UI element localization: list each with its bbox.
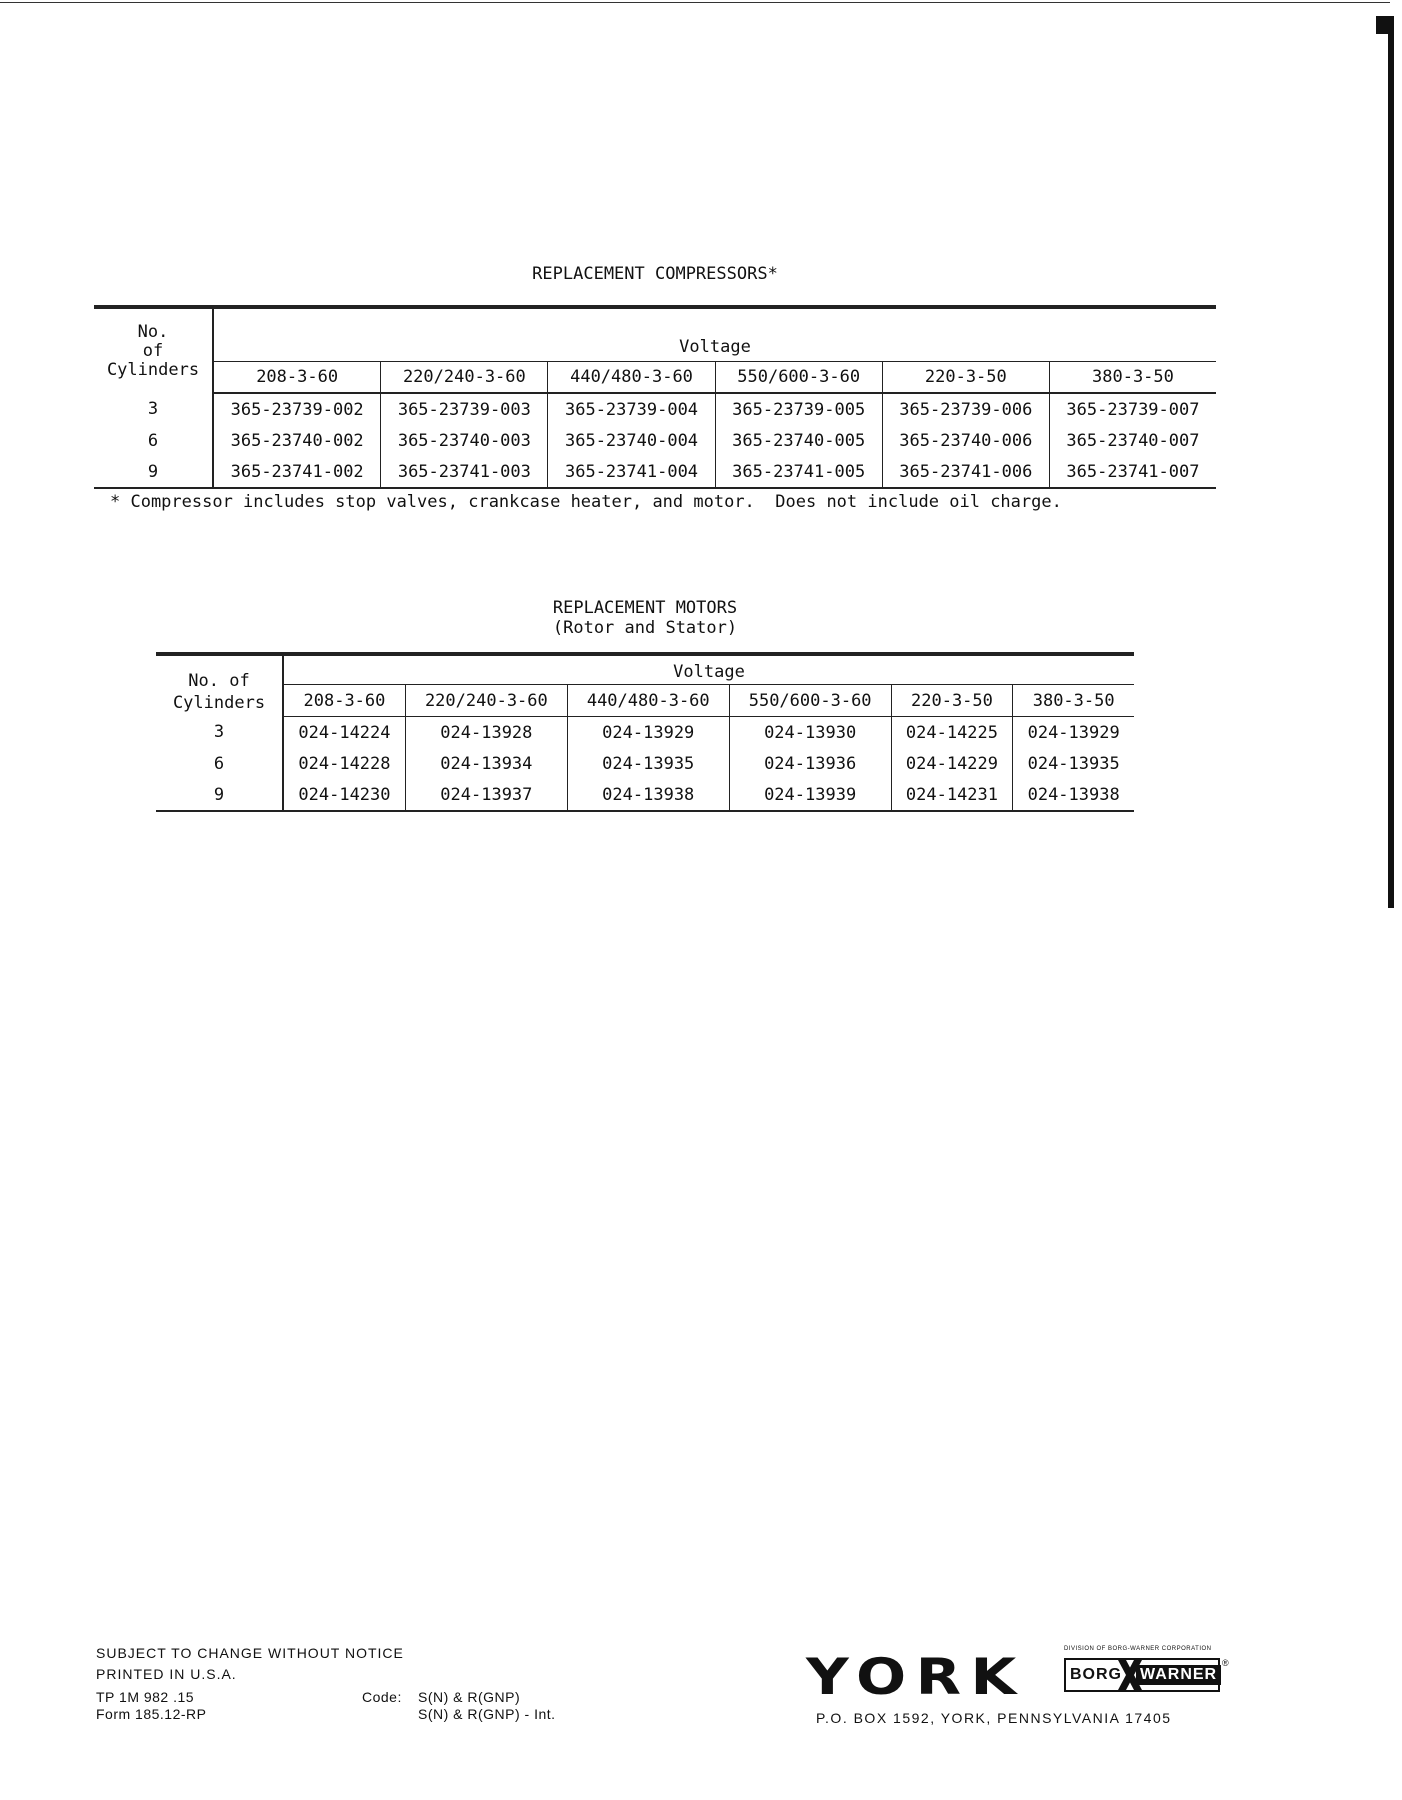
motors-table bbox=[156, 652, 1134, 812]
voltage-header: Voltage bbox=[283, 654, 1134, 685]
voltage-column-header: 220-3-50 bbox=[891, 685, 1013, 717]
part-number: 365-23741-004 bbox=[548, 456, 715, 488]
borg-warner-mark bbox=[1064, 1658, 1220, 1692]
part-number: 365-23739-004 bbox=[548, 393, 715, 425]
part-number: 365-23740-002 bbox=[213, 425, 381, 456]
part-number: 024-13938 bbox=[567, 779, 729, 811]
warner-label: WARNER bbox=[1136, 1665, 1221, 1685]
york-borg-warner-logo bbox=[806, 1646, 1229, 1706]
part-number: 024-13929 bbox=[567, 717, 729, 749]
part-number: 024-14225 bbox=[891, 717, 1013, 749]
voltage-column-header: 380-3-50 bbox=[1049, 362, 1216, 394]
voltage-columns-row bbox=[156, 685, 1134, 717]
header-line: of bbox=[142, 340, 164, 361]
part-number: 024-13937 bbox=[405, 779, 567, 811]
compressors-footnote: * Compressor includes stop valves, crankcase heater, and motor. Does not include oil charge. bbox=[110, 492, 1062, 512]
part-number: 024-13935 bbox=[567, 748, 729, 779]
part-number: 365-23740-007 bbox=[1066, 430, 1200, 451]
voltage-column-header: 380-3-50 bbox=[1013, 685, 1134, 717]
header-line: Cylinders bbox=[106, 359, 200, 380]
header-line: No. bbox=[137, 321, 169, 342]
borg-label: BORG bbox=[1070, 1666, 1122, 1683]
table-row bbox=[156, 717, 1134, 749]
table-row bbox=[94, 393, 1216, 425]
voltage-column-header: 440/480-3-60 bbox=[548, 362, 715, 394]
registered-mark: ® bbox=[1222, 1658, 1229, 1668]
footer-tp-code: TP 1M 982 .15 bbox=[96, 1689, 195, 1705]
compressors-title: REPLACEMENT COMPRESSORS* bbox=[532, 264, 778, 284]
part-number: 365-23739-005 bbox=[715, 393, 882, 425]
footer-code-line: S(N) & R(GNP) bbox=[418, 1689, 521, 1705]
footer-code-label: Code: bbox=[362, 1689, 402, 1705]
top-page-rule bbox=[0, 2, 1390, 3]
cylinder-count: 6 bbox=[94, 425, 213, 456]
cylinder-count: 6 bbox=[156, 748, 283, 779]
part-number: 024-13929 bbox=[1027, 722, 1120, 743]
footer-notice: SUBJECT TO CHANGE WITHOUT NOTICE bbox=[96, 1645, 404, 1661]
table-row bbox=[94, 425, 1216, 456]
part-number: 365-23739-002 bbox=[213, 393, 381, 425]
part-number: 024-13934 bbox=[405, 748, 567, 779]
footer-form-number: Form 185.12-RP bbox=[96, 1706, 207, 1722]
cylinders-header bbox=[94, 307, 213, 393]
part-number: 365-23739-007 bbox=[1066, 399, 1200, 420]
footer-printed: PRINTED IN U.S.A. bbox=[96, 1666, 237, 1682]
voltage-column-header: 440/480-3-60 bbox=[567, 685, 729, 717]
voltage-column-header: 220/240-3-60 bbox=[381, 362, 548, 394]
part-number: 365-23740-003 bbox=[381, 425, 548, 456]
part-number: 024-13939 bbox=[729, 779, 891, 811]
cylinder-count: 3 bbox=[94, 393, 213, 425]
part-number: 365-23740-006 bbox=[882, 425, 1049, 456]
header-line: No. of bbox=[188, 671, 250, 692]
footer-code-line: S(N) & R(GNP) - Int. bbox=[418, 1706, 556, 1722]
part-number: 024-14228 bbox=[283, 748, 405, 779]
part-number: 365-23741-002 bbox=[213, 456, 381, 488]
part-number: 024-13928 bbox=[405, 717, 567, 749]
table-row bbox=[156, 748, 1134, 779]
part-number: 365-23741-006 bbox=[882, 456, 1049, 488]
division-label: DIVISION OF BORG-WARNER CORPORATION bbox=[1064, 1646, 1212, 1652]
right-edge-corner bbox=[1376, 16, 1394, 34]
header-line: Cylinders bbox=[172, 693, 266, 714]
cylinders-header bbox=[156, 654, 283, 717]
voltage-header: Voltage bbox=[213, 307, 1216, 362]
footer-address: P.O. BOX 1592, YORK, PENNSYLVANIA 17405 bbox=[816, 1710, 1172, 1726]
voltage-column-header: 550/600-3-60 bbox=[729, 685, 891, 717]
part-number: 024-14230 bbox=[283, 779, 405, 811]
voltage-column-header: 220/240-3-60 bbox=[405, 685, 567, 717]
voltage-columns-row bbox=[94, 362, 1216, 394]
part-number: 365-23741-003 bbox=[381, 456, 548, 488]
right-edge-bar bbox=[1388, 18, 1394, 908]
cylinder-count: 9 bbox=[156, 779, 283, 811]
part-number: 024-13930 bbox=[729, 717, 891, 749]
part-number: 024-13935 bbox=[1027, 753, 1120, 774]
cylinder-count: 9 bbox=[94, 456, 213, 488]
part-number: 365-23740-004 bbox=[548, 425, 715, 456]
york-wordmark: YORK bbox=[806, 1648, 1026, 1706]
table-row bbox=[156, 779, 1134, 811]
part-number: 024-14229 bbox=[891, 748, 1013, 779]
cylinder-count: 3 bbox=[156, 717, 283, 749]
part-number: 365-23741-005 bbox=[715, 456, 882, 488]
voltage-column-header: 550/600-3-60 bbox=[715, 362, 882, 394]
motors-subtitle: (Rotor and Stator) bbox=[552, 618, 738, 638]
part-number: 024-13936 bbox=[729, 748, 891, 779]
part-number: 024-14224 bbox=[283, 717, 405, 749]
compressors-table bbox=[94, 305, 1216, 489]
part-number: 365-23739-003 bbox=[381, 393, 548, 425]
motors-title: REPLACEMENT MOTORS bbox=[552, 598, 738, 618]
voltage-column-header: 220-3-50 bbox=[882, 362, 1049, 394]
voltage-column-header: 208-3-60 bbox=[213, 362, 381, 394]
part-number: 024-14231 bbox=[891, 779, 1013, 811]
part-number: 365-23740-005 bbox=[715, 425, 882, 456]
part-number: 365-23741-007 bbox=[1066, 461, 1200, 482]
part-number: 365-23739-006 bbox=[882, 393, 1049, 425]
part-number: 024-13938 bbox=[1027, 784, 1120, 805]
voltage-column-header: 208-3-60 bbox=[283, 685, 405, 717]
table-row bbox=[94, 456, 1216, 488]
